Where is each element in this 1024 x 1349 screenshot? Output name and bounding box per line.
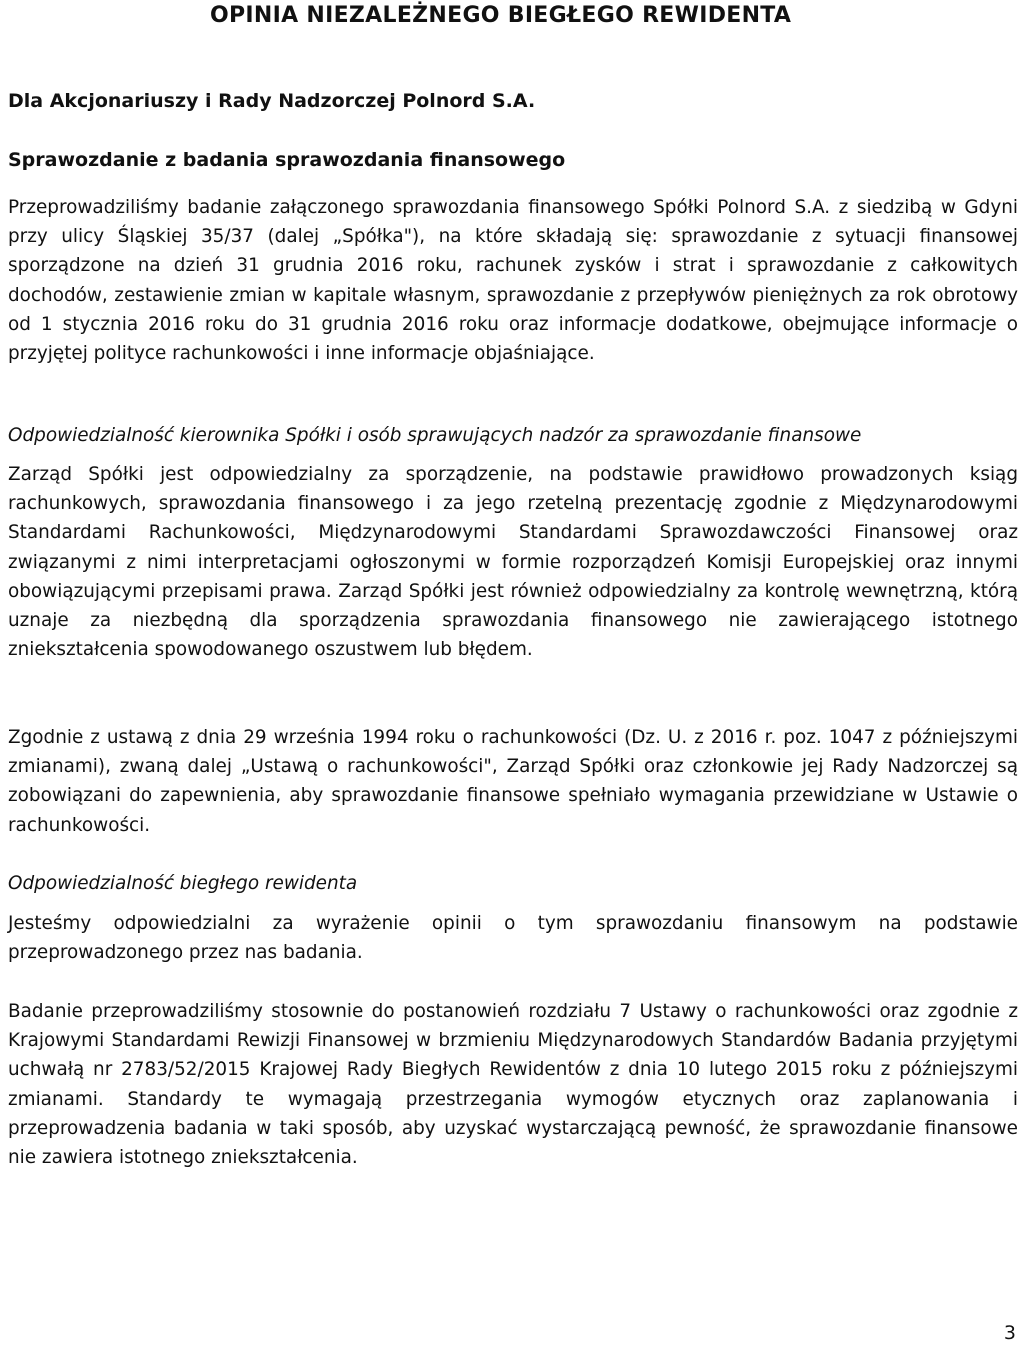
- addressee: Dla Akcjonariuszy i Rady Nadzorczej Polnord S.A.: [8, 90, 536, 112]
- paragraph-auditor-responsibility: Jesteśmy odpowiedzialni za wyrażenie opinii o tym sprawozdaniu finansowym na podstawie przeprowadzonego przez nas badania.: [8, 913, 1018, 964]
- subheading-auditor-responsibility: Odpowiedzialność biegłego rewidenta: [8, 873, 358, 894]
- paragraph-accounting-act: Zgodnie z ustawą z dnia 29 września 1994 roku o rachunkowości (Dz. U. z 2016 r. poz. 1047 z późniejszymi zmianami), zwaną dalej „Ustawą o rachunkowości", Zarząd Spółki oraz członkowie jej Rady Nadzorczej są zobowiązani do zapewnienia, aby sprawozdanie finansowe spełniało wymagania przewidziane w Ustawie o rachunkowości.: [8, 727, 1018, 836]
- section-heading: Sprawozdanie z badania sprawozdania finansowego: [8, 149, 566, 171]
- document-title: OPINIA NIEZALEŻNEGO BIEGŁEGO REWIDENTA: [210, 3, 792, 28]
- paragraph-audit-standards: Badanie przeprowadziliśmy stosownie do postanowień rozdziału 7 Ustawy o rachunkowości oraz zgodnie z Krajowymi Standardami Rewizji Finansowej w brzmieniu Międzynarodowych Standardów Badania przyjętymi uchwałą nr 2783/52/2015 Krajowej Rady Biegłych Rewidentów z dnia 10 lutego 2015 roku z późniejszymi zmianami. Standardy te wymagają przestrzegania wymogów etycznych oraz zaplanowania i przeprowadzenia badania w taki sposób, aby uzyskać wystarczającą pewność, że sprawozdanie finansowe nie zawiera istotnego zniekształcenia.: [8, 1001, 1018, 1169]
- paragraph-intro: Przeprowadziliśmy badanie załączonego sprawozdania finansowego Spółki Polnord S.A. z siedzibą w Gdyni przy ulicy Śląskiej 35/37 (dalej „Spółka"), na które składają się: sprawozdanie z sytuacji finansowej sporządzone na dzień 31 grudnia 2016 roku, rachunek zysków i strat i sprawozdanie z całkowitych dochodów, zestawienie zmian w kapitale własnym, sprawozdanie z przepływów pieniężnych za rok obrotowy od 1 stycznia 2016 roku do 31 grudnia 2016 roku oraz informacje dodatkowe, obejmujące informacje o przyjętej polityce rachunkowości i inne informacje objaśniające.: [8, 197, 1018, 365]
- page-number: 3: [1003, 1322, 1016, 1344]
- paragraph-management-responsibility: Zarząd Spółki jest odpowiedzialny za sporządzenie, na podstawie prawidłowo prowadzonych ksiąg rachunkowych, sprawozdania finansowego i za jego rzetelną prezentację zgodnie z Międzynarodowymi Standardami Rachunkowości, Międzynarodowymi Standardami Sprawozdawczości Finansowej oraz związanymi z nimi interpretacjami ogłoszonymi w formie rozporządzeń Komisji Europejskiej oraz innymi obowiązującymi przepisami prawa. Zarząd Spółki jest również odpowiedzialny za kontrolę wewnętrzną, którą uznaje za niezbędną dla sporządzenia sprawozdania finansowego nie zawierającego istotnego zniekształcenia spowodowanego oszustwem lub błędem.: [8, 464, 1018, 661]
- subheading-management-responsibility: Odpowiedzialność kierownika Spółki i osób sprawujących nadzór za sprawozdanie finansowe: [8, 425, 862, 446]
